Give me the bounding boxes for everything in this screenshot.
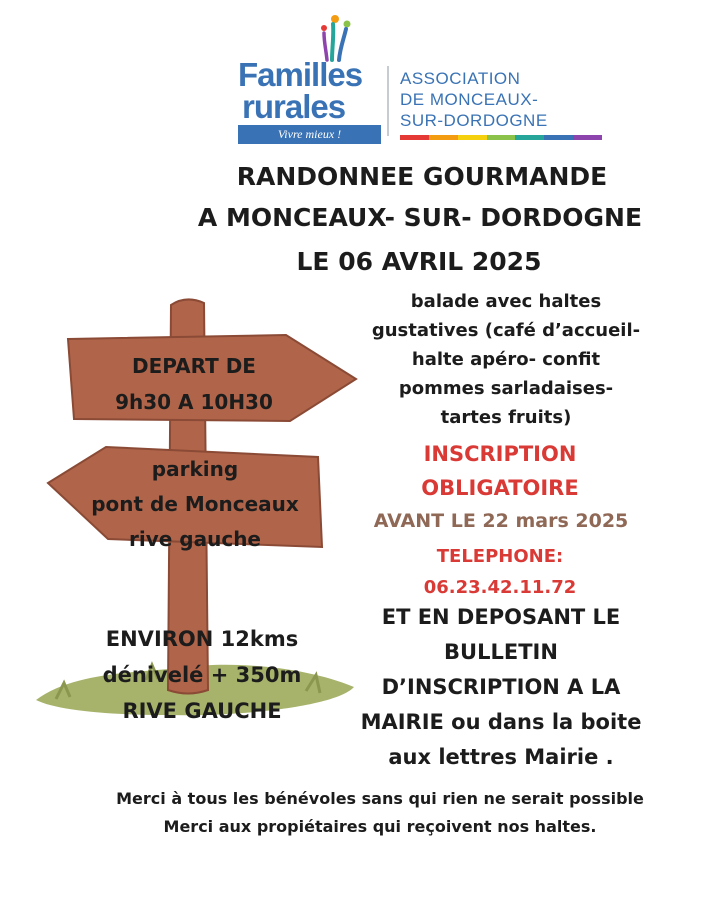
telephone-number: 06.23.42.11.72: [423, 577, 577, 598]
rainbow-segment: [487, 135, 516, 140]
association-line: SUR-DORDOGNE: [400, 111, 548, 130]
depart-line: DEPART DE: [132, 354, 256, 378]
inscription-line: INSCRIPTION: [423, 442, 577, 466]
logo-word-rurales: rurales: [242, 88, 346, 125]
rainbow-stripe: [400, 135, 602, 140]
deposit-line: MAIRIE ou dans la boite: [360, 710, 642, 734]
family-figures-icon: [302, 14, 362, 62]
telephone-info: [380, 541, 620, 603]
inscription-line: OBLIGATOIRE: [421, 476, 579, 500]
association-line: DE MONCEAUX-: [400, 90, 539, 109]
depart-sign-text: [96, 348, 292, 420]
thanks-message: [60, 785, 700, 841]
rainbow-segment: [515, 135, 544, 140]
parking-line: pont de Monceaux: [91, 492, 299, 516]
familles-rurales-logo: [238, 14, 608, 144]
parking-line: parking: [151, 457, 239, 481]
deposit-line: aux lettres Mairie .: [388, 745, 614, 769]
deposit-line: D’INSCRIPTION A LA: [381, 675, 621, 699]
distance-line: RIVE GAUCHE: [122, 699, 282, 723]
rainbow-segment: [544, 135, 573, 140]
event-date: LE 06 AVRIL 2025: [296, 247, 542, 276]
inscription-obligatoire: [360, 437, 640, 505]
rainbow-segment: [400, 135, 429, 140]
deposit-line: ET EN DEPOSANT LE: [381, 605, 621, 629]
thanks-line: Merci à tous les bénévoles sans qui rien ne serait possible: [116, 789, 644, 808]
balade-line: gustatives (café d’accueil-: [371, 320, 641, 341]
rainbow-segment: [429, 135, 458, 140]
balade-line: balade avec haltes: [410, 291, 602, 312]
rainbow-segment: [458, 135, 487, 140]
depart-line: 9h30 A 10H30: [115, 390, 273, 414]
parking-sign-text: [70, 452, 320, 557]
deadline: AVANT LE 22 mars 2025: [373, 510, 629, 532]
deposit-line: BULLETIN: [444, 640, 558, 664]
distance-info: [74, 621, 330, 729]
balade-line: pommes sarladaises-: [398, 378, 614, 399]
telephone-label: TELEPHONE:: [436, 546, 564, 567]
association-name: [400, 68, 548, 131]
association-line: ASSOCIATION: [400, 69, 521, 88]
thanks-line: Merci aux propiétaires qui reçoivent nos haltes.: [163, 817, 597, 836]
balade-line: tartes fruits): [440, 407, 572, 428]
logo-divider: [387, 66, 389, 136]
distance-line: ENVIRON 12kms: [105, 627, 299, 651]
deposit-instructions: [346, 600, 656, 775]
event-title-line1: RANDONNEE GOURMANDE: [236, 162, 608, 191]
logo-word-familles: Familles: [238, 56, 363, 93]
logo-tagline: Vivre mieux !: [238, 125, 381, 144]
parking-line: rive gauche: [129, 527, 261, 551]
balade-description: [346, 287, 666, 432]
event-title-line2: A MONCEAUX- SUR- DORDOGNE: [197, 203, 643, 232]
distance-line: dénivelé + 350m: [102, 663, 302, 687]
rainbow-segment: [573, 135, 602, 140]
balade-line: halte apéro- confit: [411, 349, 601, 370]
